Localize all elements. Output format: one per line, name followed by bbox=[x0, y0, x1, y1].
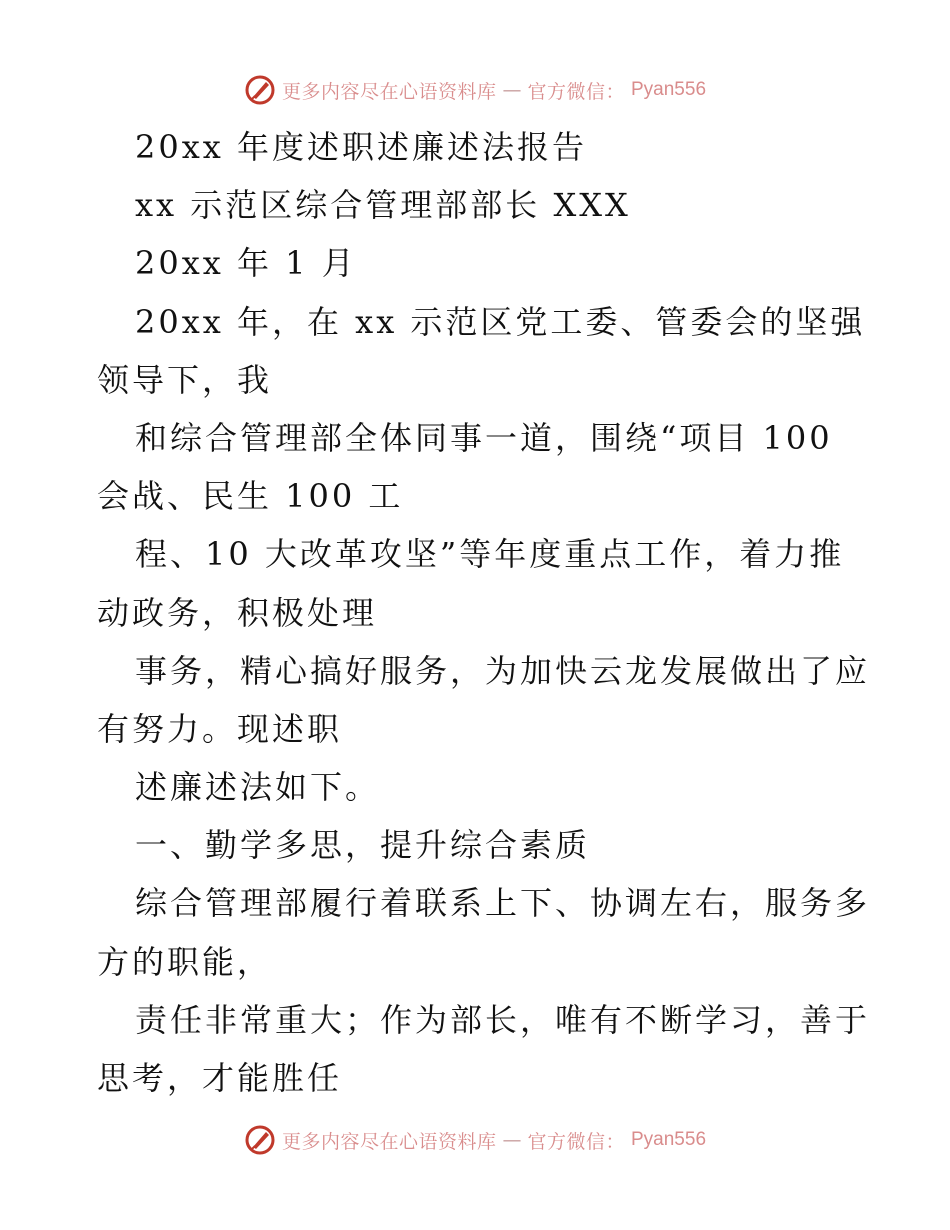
watermark-contact-label: 官方微信： bbox=[527, 80, 625, 103]
watermark-separator: — bbox=[502, 79, 522, 101]
header-watermark bbox=[0, 70, 950, 110]
quill-logo-icon bbox=[244, 74, 276, 106]
text-line: 责任非常重大；作为部长，唯有不断学习，善于 bbox=[135, 1000, 871, 1039]
watermark-group bbox=[244, 1124, 706, 1156]
watermark-site-text: 更多内容尽在心语资料库 bbox=[281, 1130, 497, 1153]
text-line: 会战、民生 100 工 bbox=[97, 477, 404, 516]
text-line: 20xx 年度述职述廉述法报告 bbox=[135, 128, 587, 166]
text-line: 事务，精心搞好服务，为加快云龙发展做出了应 bbox=[135, 651, 871, 690]
watermark-contact-label: 官方微信： bbox=[527, 1130, 625, 1153]
watermark-separator: — bbox=[502, 1129, 522, 1151]
footer-watermark bbox=[0, 1120, 950, 1160]
text-line: 20xx 年，在 xx 示范区党工委、管委会的坚强 bbox=[135, 302, 866, 341]
text-line: 动政务，积极处理 bbox=[97, 593, 378, 632]
text-line: 思考，才能胜任 bbox=[97, 1059, 343, 1097]
quill-logo-icon bbox=[244, 1124, 276, 1156]
text-line: 述廉述法如下。 bbox=[135, 768, 381, 807]
watermark-site-text: 更多内容尽在心语资料库 bbox=[281, 80, 497, 103]
watermark-contact-id: Pyan556 bbox=[631, 1129, 707, 1150]
text-line: xx 示范区综合管理部部长 XXX bbox=[135, 186, 631, 225]
text-line: 领导下，我 bbox=[97, 360, 273, 399]
text-line: 20xx 年 1 月 bbox=[135, 244, 357, 283]
watermark-group bbox=[244, 74, 706, 106]
text-line: 和综合管理部全体同事一道，围绕“项目 100 bbox=[135, 418, 833, 457]
text-line: 一、勤学多思，提升综合素质 bbox=[135, 826, 591, 865]
watermark-contact-id: Pyan556 bbox=[631, 79, 707, 100]
text-line: 方的职能， bbox=[97, 942, 273, 981]
text-line: 综合管理部履行着联系上下、协调左右，服务多 bbox=[135, 884, 871, 923]
text-line: 有努力。现述职 bbox=[97, 709, 343, 748]
document-body bbox=[97, 118, 871, 1107]
text-line: 程、10 大改革攻坚”等年度重点工作，着力推 bbox=[135, 535, 845, 574]
